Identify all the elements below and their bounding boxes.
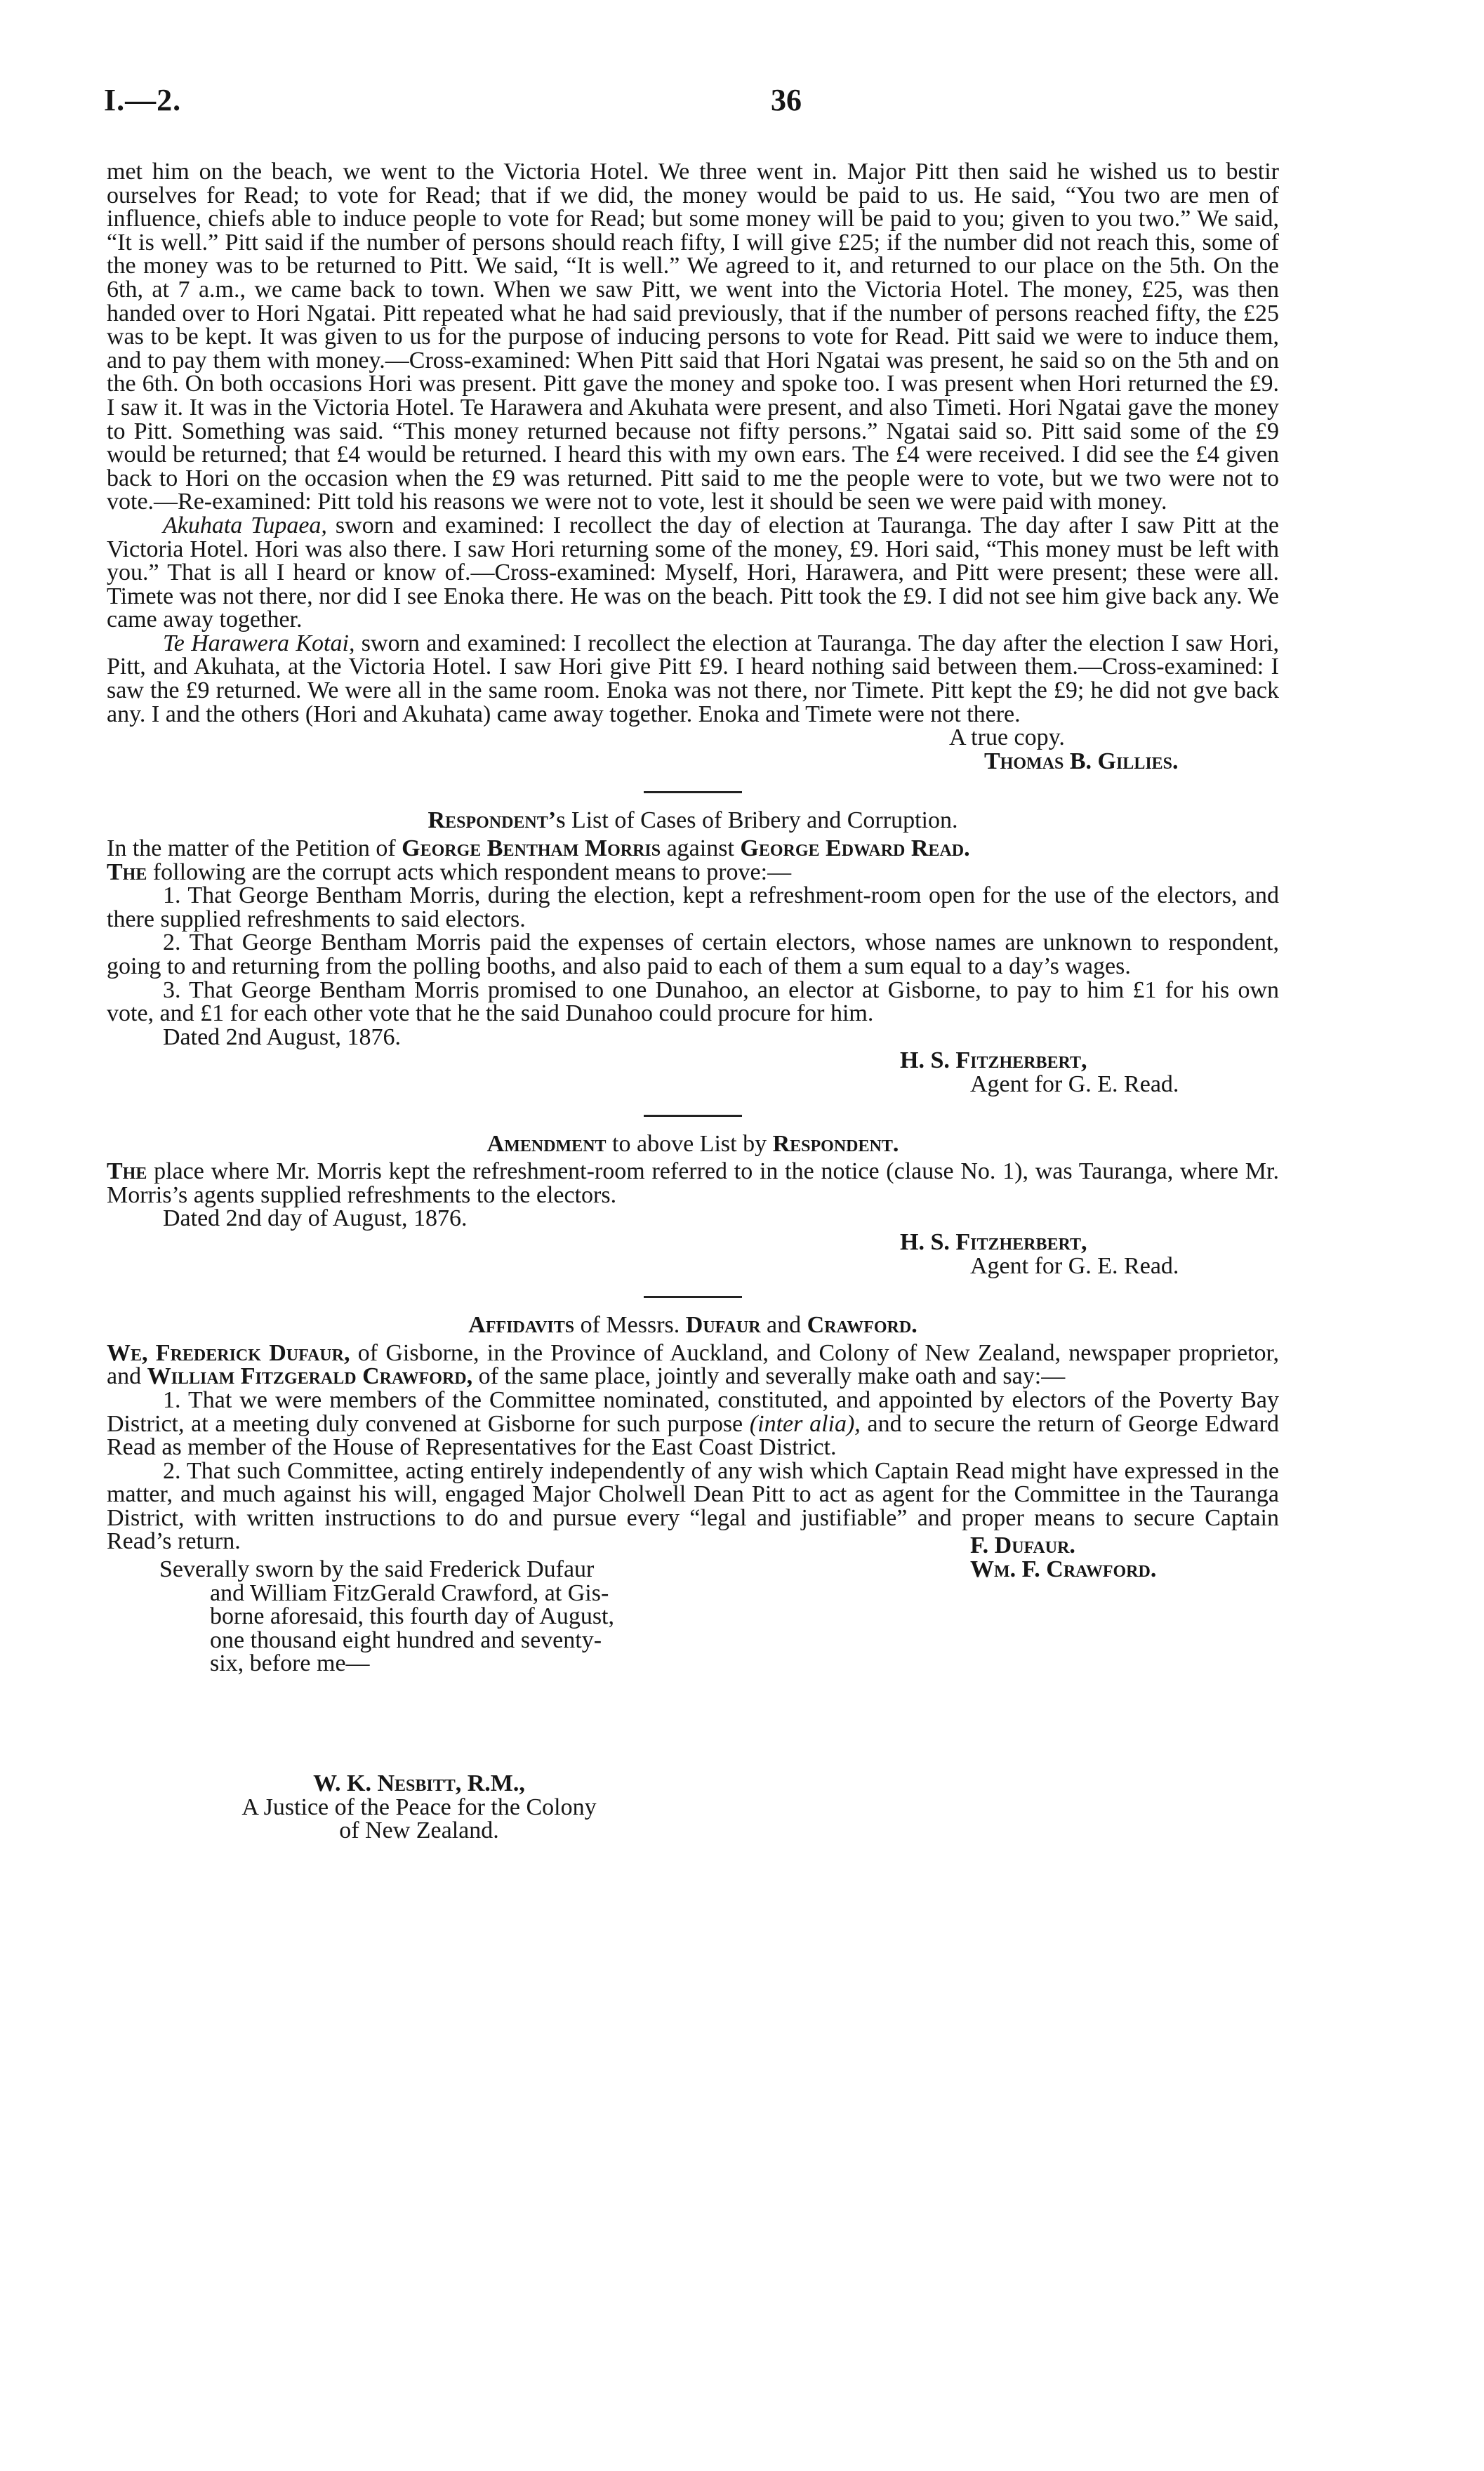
affidavit-item-1 <box>107 1386 1279 1461</box>
agent-name: H. S. Fitzherbert, <box>900 1228 1087 1255</box>
dated-line: Dated 2nd August, 1876. <box>163 1023 402 1050</box>
amendment-text <box>107 1160 1279 1207</box>
list-intro <box>107 861 1279 885</box>
petitioner-name: George Bentham Morris <box>402 835 661 862</box>
signature-gillies: Thomas B. Gillies. <box>984 748 1179 774</box>
heading-text: List of Cases of Bribery and Corruption. <box>565 807 958 834</box>
matter-text: In the matter of the Petition of <box>107 835 402 862</box>
heading-small-caps: Crawford. <box>807 1312 917 1339</box>
section-divider <box>644 1296 742 1298</box>
item-text: and to secure the return of George Edward Read as member of the House of Representatives for the East Coast District. <box>107 1410 1279 1461</box>
affidavit-intro <box>107 1339 1279 1390</box>
heading-text: and <box>760 1312 807 1339</box>
text-body: place where Mr. Morris kept the refreshment-room referred to in the notice (clause No. 1), was Tauranga, where Mr. Morris’s agents supplied refreshments to the electors. <box>107 1158 1279 1208</box>
page-reference: I.—2. <box>104 83 182 117</box>
deponent-name: Frederick Dufaur, <box>155 1339 350 1366</box>
section-heading-amendment <box>107 1132 1279 1156</box>
matter-line <box>107 837 1279 861</box>
jurat-line: borne aforesaid, this fourth day of August, <box>210 1603 614 1630</box>
heading-small-caps: Affidavits <box>468 1312 575 1339</box>
heading-text: to above List by <box>606 1130 773 1157</box>
text-small-caps: The <box>107 1158 147 1185</box>
jurat-section <box>107 1532 1279 1853</box>
witness-name: Akuhata Tupaea, <box>163 512 327 538</box>
section-heading-affidavits <box>107 1313 1279 1337</box>
testimony-text: sworn and examined: I recollect the day of election at Tauranga. The day after I saw Pitt at the Victoria Hotel. Hori was also there. I saw Hori returning some of the money, £9. Hori said, “This money must be left with you.” That is all I heard or know of.—Cross-examined: Myself, Hori, Harawera, and Pitt were present; these were all. Timete was not there, nor did I see Enoka there. He was on the beach. Pitt took the £9. I did not see him give back any. We came away together. <box>107 512 1279 633</box>
agent-for: Agent for G. E. Read. <box>970 1071 1179 1097</box>
section-divider <box>644 791 742 793</box>
heading-small-caps: Respondent. <box>772 1130 899 1157</box>
heading-small-caps: Dufaur <box>685 1312 761 1339</box>
deponent-name: William Fitzgerald Crawford, <box>147 1363 473 1390</box>
heading-small-caps: Respondent’s <box>428 807 566 834</box>
jurat-line: Severally sworn by the said Frederick Dufaur <box>159 1556 595 1583</box>
agent-name: H. S. Fitzherbert, <box>900 1047 1087 1074</box>
jurat-line: six, before me— <box>210 1650 370 1677</box>
heading-text: of Messrs. <box>574 1312 686 1339</box>
respondent-name: George Edward Read. <box>740 835 970 862</box>
document-body <box>107 160 1279 1853</box>
testimony-paragraph-2 <box>107 514 1279 632</box>
true-copy-note: A true copy. <box>949 724 1065 751</box>
jurat-line: and William FitzGerald Crawford, at Gis- <box>210 1579 609 1606</box>
jurat-text <box>159 1558 763 1676</box>
list-item: 2. That George Bentham Morris paid the expenses of certain electors, whose names are unknown to respondent, going to and returning from the polling booths, and also paid to each of them a sum equal to a day’s wages. <box>107 929 1279 979</box>
intro-we: We, <box>107 1339 156 1366</box>
testimony-paragraph-1: met him on the beach, we went to the Victoria Hotel. We three went in. Major Pitt then said he wished us to bestir ourselves for Read; to vote for Read; that if we did, the money would be paid to us. He said, “You two are men of influence, chiefs able to induce people to vote for Read; but some money will be paid to you; given to you two.” We said, “It is well.” Pitt said if the number of persons should reach fifty, I will give £25; if the number did not reach this, some of the money was to be returned to Pitt. We said, “It is well.” We agreed to it, and returned to our place on the 5th. On the 6th, at 7 a.m., we came back to town. When we saw Pitt, we went into the Victoria Hotel. The money, £25, was then handed over to Hori Ngatai. Pitt repeated what he had said previously, that if the number of persons reached fifty, the £25 was to be kept. It was given to us for the purpose of inducing persons to vote for Read. Pitt said we were to induce them, and to pay them with money.—Cross-examined: When Pitt said that Hori Ngatai was present, he said so on the 5th and on the 6th. On both occasions Hori was present. Pitt gave the money and spoke too. I was present when Hori returned the £9. I saw it. It was in the Victoria Hotel. Te Harawera and Akuhata were present, and also Timeti. Hori Ngatai gave the money to Pitt. Something was said. “This money returned because not fifty persons.” Ngatai said so. Pitt said some of the £9 would be returned; that £4 would be returned. I heard this with my own ears. The £4 were received. I did see the £4 given back to Hori on the occasion when the £9 was returned. Pitt said to me the people were to vote, but we two were not to vote.—Re-examined: Pitt told his reasons we were not to vote, lest it should be seen we were paid with money. <box>107 159 1279 515</box>
affidavit-item-2: 2. That such Committee, acting entirely independently of any wish which Captain Read might have expressed in the matter, and much against his will, engaged Major Cholwell Dean Pitt to act as agent for the Committee in the Tauranga District, with written instructions to do and pursue every “legal and justifiable” and proper means to secure Captain Read’s return. <box>107 1457 1279 1555</box>
list-item: 3. That George Bentham Morris promised to one Dunahoo, an elector at Gisborne, to pay to him £1 for his own vote, and £1 for each other vote that he the said Dunahoo could procure for him. <box>107 976 1279 1027</box>
justice-title: of New Zealand. <box>339 1817 499 1844</box>
intro-text: of the same place, jointly and severally make oath and say:— <box>472 1363 1066 1390</box>
intro-text: of Gisborne, in the Province of Auckland, and Colony of New Zealand, newspaper proprietor, and <box>107 1339 1279 1390</box>
justice-name: W. K. Nesbitt, R.M., <box>313 1770 525 1797</box>
heading-small-caps: Amendment <box>486 1130 607 1157</box>
dated-line: Dated 2nd day of August, 1876. <box>163 1205 468 1232</box>
signer-crawford: Wm. F. Crawford. <box>970 1556 1157 1582</box>
intro-text: following are the corrupt acts which respondent means to prove:— <box>147 859 792 885</box>
item-italic: (inter alia), <box>749 1410 861 1437</box>
intro-small-caps: The <box>107 859 147 885</box>
deponent-signatures <box>970 1534 1156 1581</box>
justice-title: A Justice of the Peace for the Colony <box>241 1794 597 1820</box>
justice-signature <box>173 1772 665 1843</box>
agent-for: Agent for G. E. Read. <box>970 1252 1179 1279</box>
signer-dufaur: F. Dufaur. <box>970 1532 1075 1559</box>
section-divider <box>644 1115 742 1117</box>
list-item: 1. That George Bentham Morris, during the election, kept a refreshment-room open for the use of the electors, and there supplied refreshments to said electors. <box>107 882 1279 932</box>
section-heading-respondent-list <box>107 809 1279 833</box>
testimony-paragraph-3 <box>107 632 1279 726</box>
page-header <box>104 83 1382 124</box>
matter-text: against <box>661 835 741 862</box>
item-text: 1. That we were members of the Committee nominated, constituted, and appointed by electors of the Poverty Bay District, at a meeting duly convened at Gisborne for such purpose <box>107 1386 1279 1437</box>
jurat-line: one thousand eight hundred and seventy- <box>210 1627 602 1653</box>
witness-name: Te Harawera Kotai, <box>163 630 355 656</box>
page-number: 36 <box>771 83 802 117</box>
testimony-text: sworn and examined: I recollect the election at Tauranga. The day after the election I saw Hori, Pitt, and Akuhata, at the Victoria Hotel. I saw Hori give Pitt £9. I heard nothing said between them.—Cross-examined: I saw the £9 returned. We were all in the same room. Enoka was not there, nor Timete. Pitt kept the £9; he did not gve back any. I and the others (Hori and Akuhata) came away together. Enoka and Timete were not there. <box>107 630 1280 727</box>
